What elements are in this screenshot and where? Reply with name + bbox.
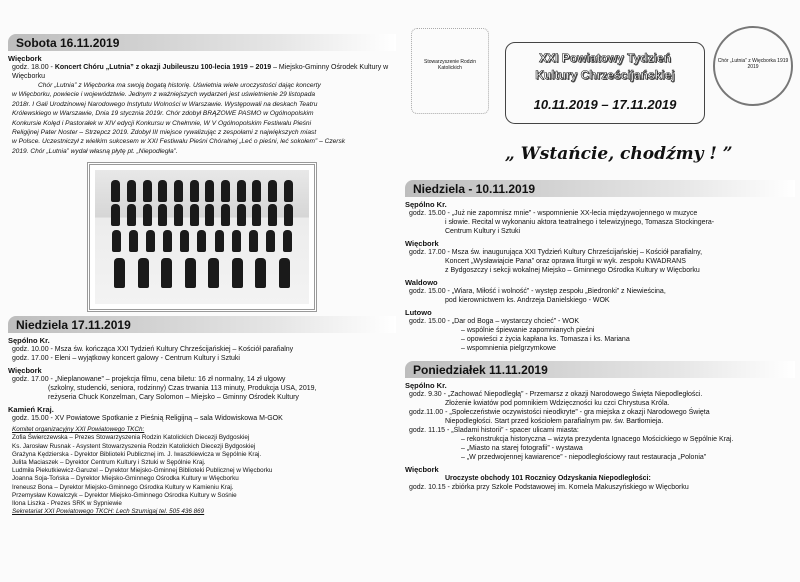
day-header-sun17: Niedziela 17.11.2019 [8,316,396,333]
day-header-sat: Sobota 16.11.2019 [8,34,396,51]
festival-motto: „ Wstańcie, chodźmy ! ” [505,144,733,164]
choir-photo [87,162,317,312]
poster-header [405,22,795,164]
event-line: Złożenie kwiatów pod pomnikiem Wdzięczności ku czci Chrystusa Króla. [445,400,670,407]
event-line: pod kierownictwem ks. Andrzeja Danielskiego - WOK [445,297,610,304]
choir-row-back [108,180,296,202]
committee-member: Zofia Świerczewska – Prezes Stowarzyszenia Rodzin Katolickich Diecezji Bydgoskiej [12,434,250,442]
desc-line: 2019. Chór „Lutnia” wydał własną płytę pt. „Niepodległa”. [12,147,178,155]
place-name: Więcbork [8,366,42,376]
event-line: godz. 9.30 - „Zachować Niepodległą” - Przemarsz z okazji Narodowego Święta Niepodległości. [409,391,703,398]
committee-member: Ks. Jarosław Rusnak - Asystent Stowarzyszenia Rodzin Katolickich Diecezji Bydgoskiej [12,442,256,450]
desc-line: w Polsce. Uczestniczył z wielkim sukcesem w XXI Festiwalu Pieśni Chóralnej „Leć o pieśni, leć sokołem” – Czersk [12,138,346,146]
event-title: Koncert Chóru „Lutnia” z okazji Jubileuszu 100-lecia 1919 – 2019 [54,64,272,71]
committee-member: Julita Maciaszek – Dyrektor Centrum Kultury i Sztuki w Sępólnie Kraj. [12,459,206,467]
place-name: Więcbork [8,54,42,63]
desc-line: Religijnej Pater Noster – Strzepcz 2019. Zdobył III miejsce rywalizując z zespołami z największych miast [12,129,317,137]
committee-member: Ilona Liszka - Prezes SRK w Sypniewie [12,500,122,508]
choir-logo-text: Chór „Lutnia” z Więcborka 1919 2019 [717,58,789,70]
association-logo [411,28,489,114]
event-line: godz. 17.00 - Msza św. inaugurująca XXI Tydzień Kultury Chrześcijańskiej – Kościół parafialny, [409,249,703,256]
desc-line: Konkursie Kolęd i Pastorałek w XIV edycji Konkursu w Chełmnie, W V Ogólnopolskim Festiwalu Pieśni [12,119,312,127]
event-line: Koncert „Wysławiajcie Pana” oraz oprawa liturgii w wyk. zespołu KWADRANS [445,258,686,265]
event-line: godz. 15.00 - „Wiara, Miłość i wolność” - występ zespołu „Biedronki” z Niewieścina, [409,288,666,295]
desc-line: w Więcborku, powiecie i województwie. Jednym z ważniejszych wydarzeń jest uświetnienie 29 listopada [12,91,316,99]
event-line: godz.11.00 - „Społeczeństwie oczywistości nieodkryte” - gra miejska z okazji Narodowego Święta [409,409,710,416]
committee-member: Ireneusz Bona – Dyrektor Miejsko-Gminnego Ośrodka Kultury w Kamieniu Kraj. [12,483,234,491]
event-line: Centrum Kultury i Sztuki [445,228,521,235]
event-line: godz. 17.00 - „Nieplanowane” – projekcja filmu, cena biletu: 16 zł normalny, 14 zł ulgowy [12,376,286,384]
event-line: godz. 15.00 - „Już nie zapomnisz mnie” - wspomnienie XX-lecia międzywojennego w muzyce [409,210,698,217]
event-line: – wspólnie śpiewanie zapomnianych pieśni [461,327,595,334]
desc-line: 2018r. I Gali Urodzinowej Narodowego Instytutu Wolności w Warszawie. Występowali na deskach Teatru [12,100,318,108]
place-name: Sępólno Kr. [405,381,447,390]
event-line: godz. 10.15 - zbiórka przy Szkole Podstawowej im. Kornela Makuszyńskiego w Więcborku [409,484,689,491]
event-line: Uroczyste obchody 101 Rocznicy Odzyskania Niepodległości: [445,475,651,482]
event-rest: – Miejsko-Gminny Ośrodek Kultury w Więcborku [12,64,389,80]
event-line: godz. 17.00 - Eleni – wyjątkowy koncert galowy - Centrum Kultury i Sztuki [12,355,240,363]
event-line: godz. 15.00 - „Dar od Boga – wystarczy chcieć” - WOK [409,318,580,325]
committee-member: Przemysław Kowalczyk – Dyrektor Miejsko-Gminnego Ośrodka Kultury w Sośnie [12,491,237,499]
choir-row-middle [108,204,296,226]
place-name: Lutowo [405,308,432,317]
right-column [405,22,795,492]
event-line: z Bydgoszczy i sekcji wokalnej Miejsko – Gminnego Ośrodka Kultury w Więcborku [445,267,700,274]
committee-heading: Komitet organizacyjny XXI Powiatowego TKCh: [12,426,145,434]
event-line: – wspomnienia pielgrzymkowe [461,345,556,352]
place-name: Więcbork [405,465,439,474]
day-header-mon11: Poniedziałek 11.11.2019 [405,361,795,378]
desc-line: Królewskiego w Warszawie, Dnia 19 stycznia 2019r. Chór zdobył BRĄZOWE PASMO w Ogólnopolskim [12,110,314,118]
day-header-sun10: Niedziela - 10.11.2019 [405,180,795,197]
choir-description [8,82,396,156]
event-line: Niepodległości. Start przed kościołem parafialnym pw. św. Bartłomieja. [445,418,664,425]
committee-member: Ludmiła Piekutkiewicz-Garuzel – Dyrektor Miejsko-Gminnej Biblioteki Publicznej w Więcborku [12,467,273,475]
choir-row-front [108,258,296,288]
place-name: Sępólno Kr. [405,200,447,209]
committee [8,426,396,516]
place-name: Waldowo [405,278,438,287]
event-line: godz. 10.00 - Msza św. kończąca XXI Tydzień Kultury Chrześcijańskiej – Kościół parafialny [12,346,294,354]
left-column [8,34,396,516]
choir-logo [713,26,793,106]
festival-dates: 10.11.2019 – 17.11.2019 [533,97,677,112]
event-line: (szkolny, studencki, seniora, rodzinny) Czas trwania 113 minuty, Produkcja USA, 2019, [48,385,317,393]
committee-member: Joanna Soja-Tońska – Dyrektor Miejsko-Gminnego Ośrodka Kultury w Więcborku [12,475,239,483]
event-line [8,63,396,81]
event-line: – „W przedwojennej kawiarence” - niepodległościowy raut restauracja „Polonia” [461,454,707,461]
event-time: godz. 18.00 - [12,64,53,71]
place-name: Kamień Kraj. [8,405,54,415]
event-line: – rekonstrukcja historyczna – wizyta prezydenta Ignacego Mościckiego w Sępólnie Kraj. [461,436,734,443]
event-line: reżyseria Chuck Konzelman, Cary Solomon – Miejsko – Gminny Ośrodek Kultury [48,394,299,402]
committee-secretary: Sekretariat XXI Powiatowego TKCH: Lech Szumigaj tel. 505 436 869 [12,508,205,516]
festival-title-line2: Kultury Chrześcijańskiej [535,68,675,82]
event-line: – „Miasto na starej fotografii” - wystawa [461,445,583,452]
festival-title-line1: XXI Powiatowy Tydzień [539,51,671,65]
committee-member: Grażyna Kędzierska - Dyrektor Biblioteki Publicznej im. J. Iwaszkiewicza w Sępólnie Kraj. [12,450,262,458]
event-line: godz. 15.00 - XV Powiatowe Spotkanie z Pieśnią Religijną – sala Widowiskowa M-GOK [12,415,283,423]
association-logo-text: Stowarzyszenie Rodzin Katolickich [424,59,476,71]
event-line: godz. 11.15 - „Śladami historii” - spacer ulicami miasta: [409,427,579,434]
place-name: Więcbork [405,239,439,248]
place-name: Sępólno Kr. [8,336,50,346]
desc-line: Chór „Lutnia” z Więcborka ma swoją bogatą historię. Uświetnia wiele uroczystości dając koncerty [38,82,321,89]
event-line: – opowieści z życia kapłana ks. Tomasza i ks. Mariana [461,336,630,343]
choir-photo-image [95,170,309,304]
choir-row-third [108,230,296,252]
festival-title-box [505,42,705,124]
event-line: i słowie. Recital w wykonaniu aktora teatralnego i telewizyjnego, Tomasza Stockingera- [445,219,715,226]
